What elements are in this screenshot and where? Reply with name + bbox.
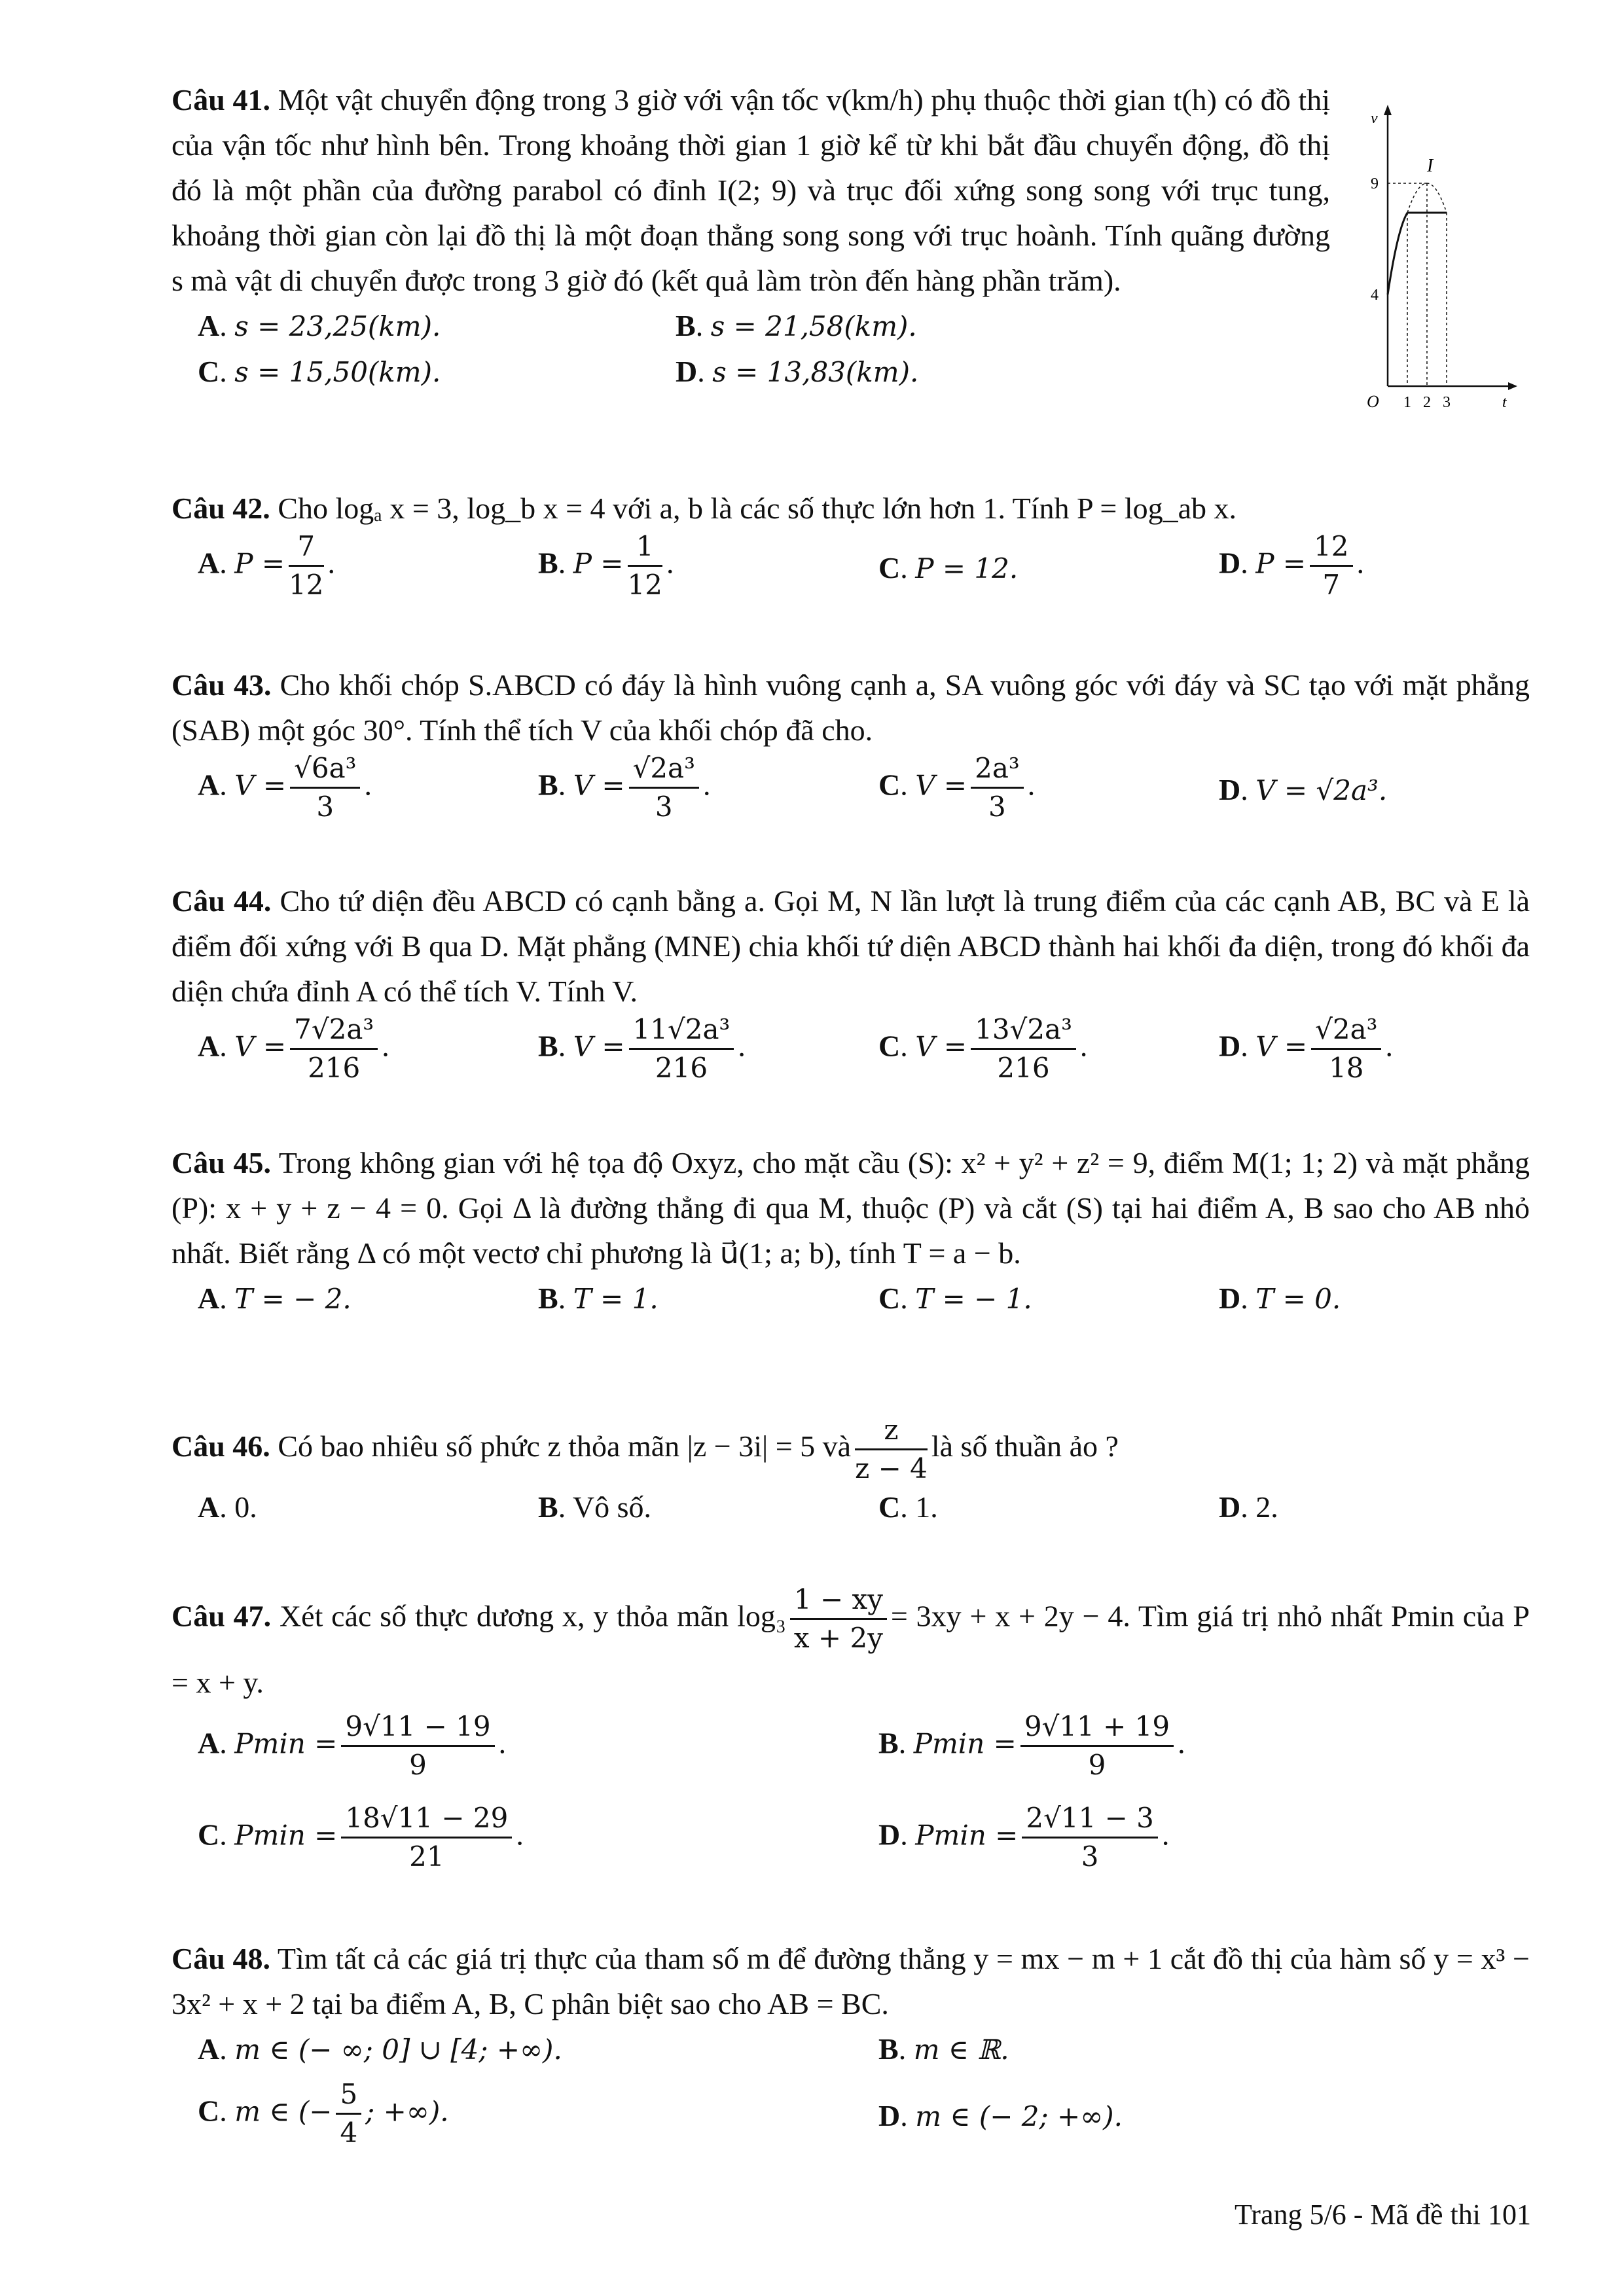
option-45-c[interactable]: C. T = − 1. [878, 1282, 1032, 1315]
option-42-a[interactable]: A. P = $\frac{7}{12}$ . [198, 530, 335, 601]
option-45-d[interactable]: D. T = 0. [1219, 1282, 1341, 1315]
parabola-dashed [1407, 183, 1447, 213]
v-axis-arrow [1384, 105, 1392, 115]
question-47-options-2 [198, 1803, 1530, 1894]
question-41 [171, 77, 1330, 401]
question-42-options [198, 531, 1530, 616]
question-46-stem: Câu 46. Có bao nhiêu số phức z thỏa mãn |z − 3i| = 5 và $\frac{z}{z - 4}$ là số thuần ảo ? [171, 1413, 1119, 1484]
question-45 [171, 1140, 1530, 1328]
option-46-c[interactable]: C. 1. [878, 1490, 938, 1524]
question-44-options [198, 1014, 1530, 1099]
question-47-stem: Câu 47. Xét các số thực dương x, y thỏa mãn log₃ $\frac{1 - xy}{x + 2y}$ = 3xy + x + 2y − 4. Tìm giá trị nhỏ nhất Pmin của P = x + y. [171, 1583, 1530, 1699]
option-44-a[interactable]: A. V = $\frac{\text{7√2a³}}{216}$ . [198, 1013, 389, 1085]
origin-label: O [1367, 392, 1379, 411]
x-tick-3: 3 [1443, 394, 1451, 411]
page-footer: Trang 5/6 - Mã đề thi 101 [1234, 2198, 1531, 2231]
option-48-c[interactable]: C. m ∈ (− $\frac{5}{4}$ ; +∞). [198, 2078, 449, 2149]
question-48-stem: Câu 48. Tìm tất cả các giá trị thực của tham số m để đường thẳng y = mx − m + 1 cắt đồ thị của hàm số y = x³ − 3x² + x + 2 tại ba điểm A, B, C phân biệt sao cho AB = BC. [171, 1942, 1530, 2020]
option-46-b[interactable]: B. Vô số. [538, 1490, 651, 1524]
option-42-d[interactable]: D. P = $\frac{12}{7}$ . [1219, 530, 1364, 601]
velocity-time-graph [1362, 98, 1519, 439]
option-47-d[interactable]: D. Pmin = $\frac{2√11 - 3}{3}$ . [878, 1801, 1170, 1873]
option-42-c[interactable]: C. P = 12. [878, 551, 1019, 584]
v-axis-label: v [1371, 110, 1378, 127]
question-44 [171, 878, 1530, 1099]
question-48-options [198, 2026, 1530, 2079]
question-41-text: Một vật chuyển động trong 3 giờ với vận tốc v(km/h) phụ thuộc thời gian t(h) có đồ thị của vận tốc như hình bên. Trong khoảng thời gian 1 giờ kể từ khi bắt đầu chuyển động, đồ thị đó là một phần của đường parabol có đỉnh I(2; 9) và trục đối xứng song song với trục tung, khoảng thời gian còn lại đồ thị là một đoạn thẳng song song với trục hoành. Tính quãng đường s mà vật di chuyển được trong 3 giờ đó (kết quả làm tròn đến hàng phần trăm). [171, 83, 1330, 297]
option-44-d[interactable]: D. V = $\frac{\text{√2a³}}{18}$ . [1219, 1013, 1393, 1085]
parabola-solid [1388, 213, 1407, 295]
peak-label: I [1427, 156, 1434, 176]
option-41-c[interactable]: C. s = 15,50(km). [198, 355, 441, 388]
option-47-c[interactable]: C. Pmin = $\frac{18√11 - 29}{21}$ . [198, 1801, 524, 1873]
option-48-a[interactable]: A. m ∈ (− ∞; 0] ∪ [4; +∞). [198, 2032, 562, 2066]
question-42-stem: Câu 42. Cho logₐ x = 3, log_b x = 4 với a, b là các số thực lớn hơn 1. Tính P = log_ab x. [171, 492, 1237, 525]
option-43-c[interactable]: C. V = $\frac{\text{2a³}}{3}$ . [878, 752, 1036, 823]
question-41-options-2 [198, 349, 1330, 401]
option-46-d[interactable]: D. 2. [1219, 1490, 1278, 1524]
option-43-b[interactable]: B. V = $\frac{\text{√2a³}}{3}$ . [538, 752, 711, 823]
question-43-stem: Câu 43. Cho khối chóp S.ABCD có đáy là hình vuông cạnh a, SA vuông góc với đáy và SC tạo với mặt phẳng (SAB) một góc 30°. Tính thể tích V của khối chóp đã cho. [171, 668, 1530, 747]
option-43-a[interactable]: A. V = $\frac{\text{√6a³}}{3}$ . [198, 752, 372, 823]
option-48-d[interactable]: D. m ∈ (− 2; +∞). [878, 2099, 1123, 2132]
option-41-d[interactable]: D. s = 13,83(km). [676, 355, 919, 388]
option-47-a[interactable]: A. Pmin = $\frac{9√11 - 19}{9}$ . [198, 1710, 507, 1781]
option-45-a[interactable]: A. T = − 2. [198, 1282, 352, 1315]
option-42-b[interactable]: B. P = $\frac{1}{12}$ . [538, 530, 674, 601]
option-45-b[interactable]: B. T = 1. [538, 1282, 659, 1315]
question-48 [171, 1936, 1530, 2164]
option-44-c[interactable]: C. V = $\frac{\text{13√2a³}}{216}$ . [878, 1013, 1088, 1085]
x-tick-2: 2 [1423, 394, 1431, 411]
question-46 [171, 1414, 1530, 1537]
question-41-label: Câu 41. [171, 83, 271, 117]
question-46-options [198, 1484, 1530, 1537]
option-43-d[interactable]: D. V = √2a³. [1219, 773, 1388, 806]
option-48-b[interactable]: B. m ∈ ℝ. [878, 2032, 1009, 2066]
option-44-b[interactable]: B. V = $\frac{\text{11√2a³}}{216}$ . [538, 1013, 746, 1085]
question-45-stem: Câu 45. Trong không gian với hệ tọa độ Oxyz, cho mặt cầu (S): x² + y² + z² = 9, điểm M(1; 1; 2) và mặt phẳng (P): x + y + z − 4 = 0. Gọi Δ là đường thẳng đi qua M, thuộc (P) và cắt (S) tại hai điểm A, B sao cho AB nhỏ nhất. Biết rằng Δ có một vectơ chỉ phương là u⃗(1; a; b), tính T = a − b. [171, 1146, 1530, 1270]
option-46-a[interactable]: A. 0. [198, 1490, 257, 1524]
question-43-options [198, 753, 1530, 838]
option-41-a[interactable]: A. s = 23,25(km). [198, 309, 441, 342]
question-47-options [198, 1711, 1530, 1803]
option-41-b[interactable]: B. s = 21,58(km). [676, 309, 917, 342]
question-44-stem: Câu 44. Cho tứ diện đều ABCD có cạnh bằng a. Gọi M, N lần lượt là trung điểm của các cạnh AB, BC và E là điểm đối xứng với B qua D. Mặt phẳng (MNE) chia khối tứ diện ABCD thành hai khối đa diện, trong đó khối đa diện chứa đỉnh A có thể tích V. Tính V. [171, 884, 1530, 1008]
t-axis-label: t [1502, 394, 1507, 411]
question-41-options [198, 303, 1330, 355]
question-42 [171, 486, 1530, 616]
y-tick-4: 4 [1371, 287, 1379, 304]
question-48-options-2 [198, 2079, 1530, 2164]
t-axis-arrow [1508, 382, 1517, 390]
x-tick-1: 1 [1403, 394, 1411, 411]
y-tick-9: 9 [1371, 175, 1379, 192]
question-43 [171, 662, 1530, 838]
question-41-stem [171, 77, 1330, 303]
question-47 [171, 1584, 1530, 1894]
question-45-options [198, 1276, 1530, 1328]
option-47-b[interactable]: B. Pmin = $\frac{9√11 + 19}{9}$ . [878, 1710, 1185, 1781]
